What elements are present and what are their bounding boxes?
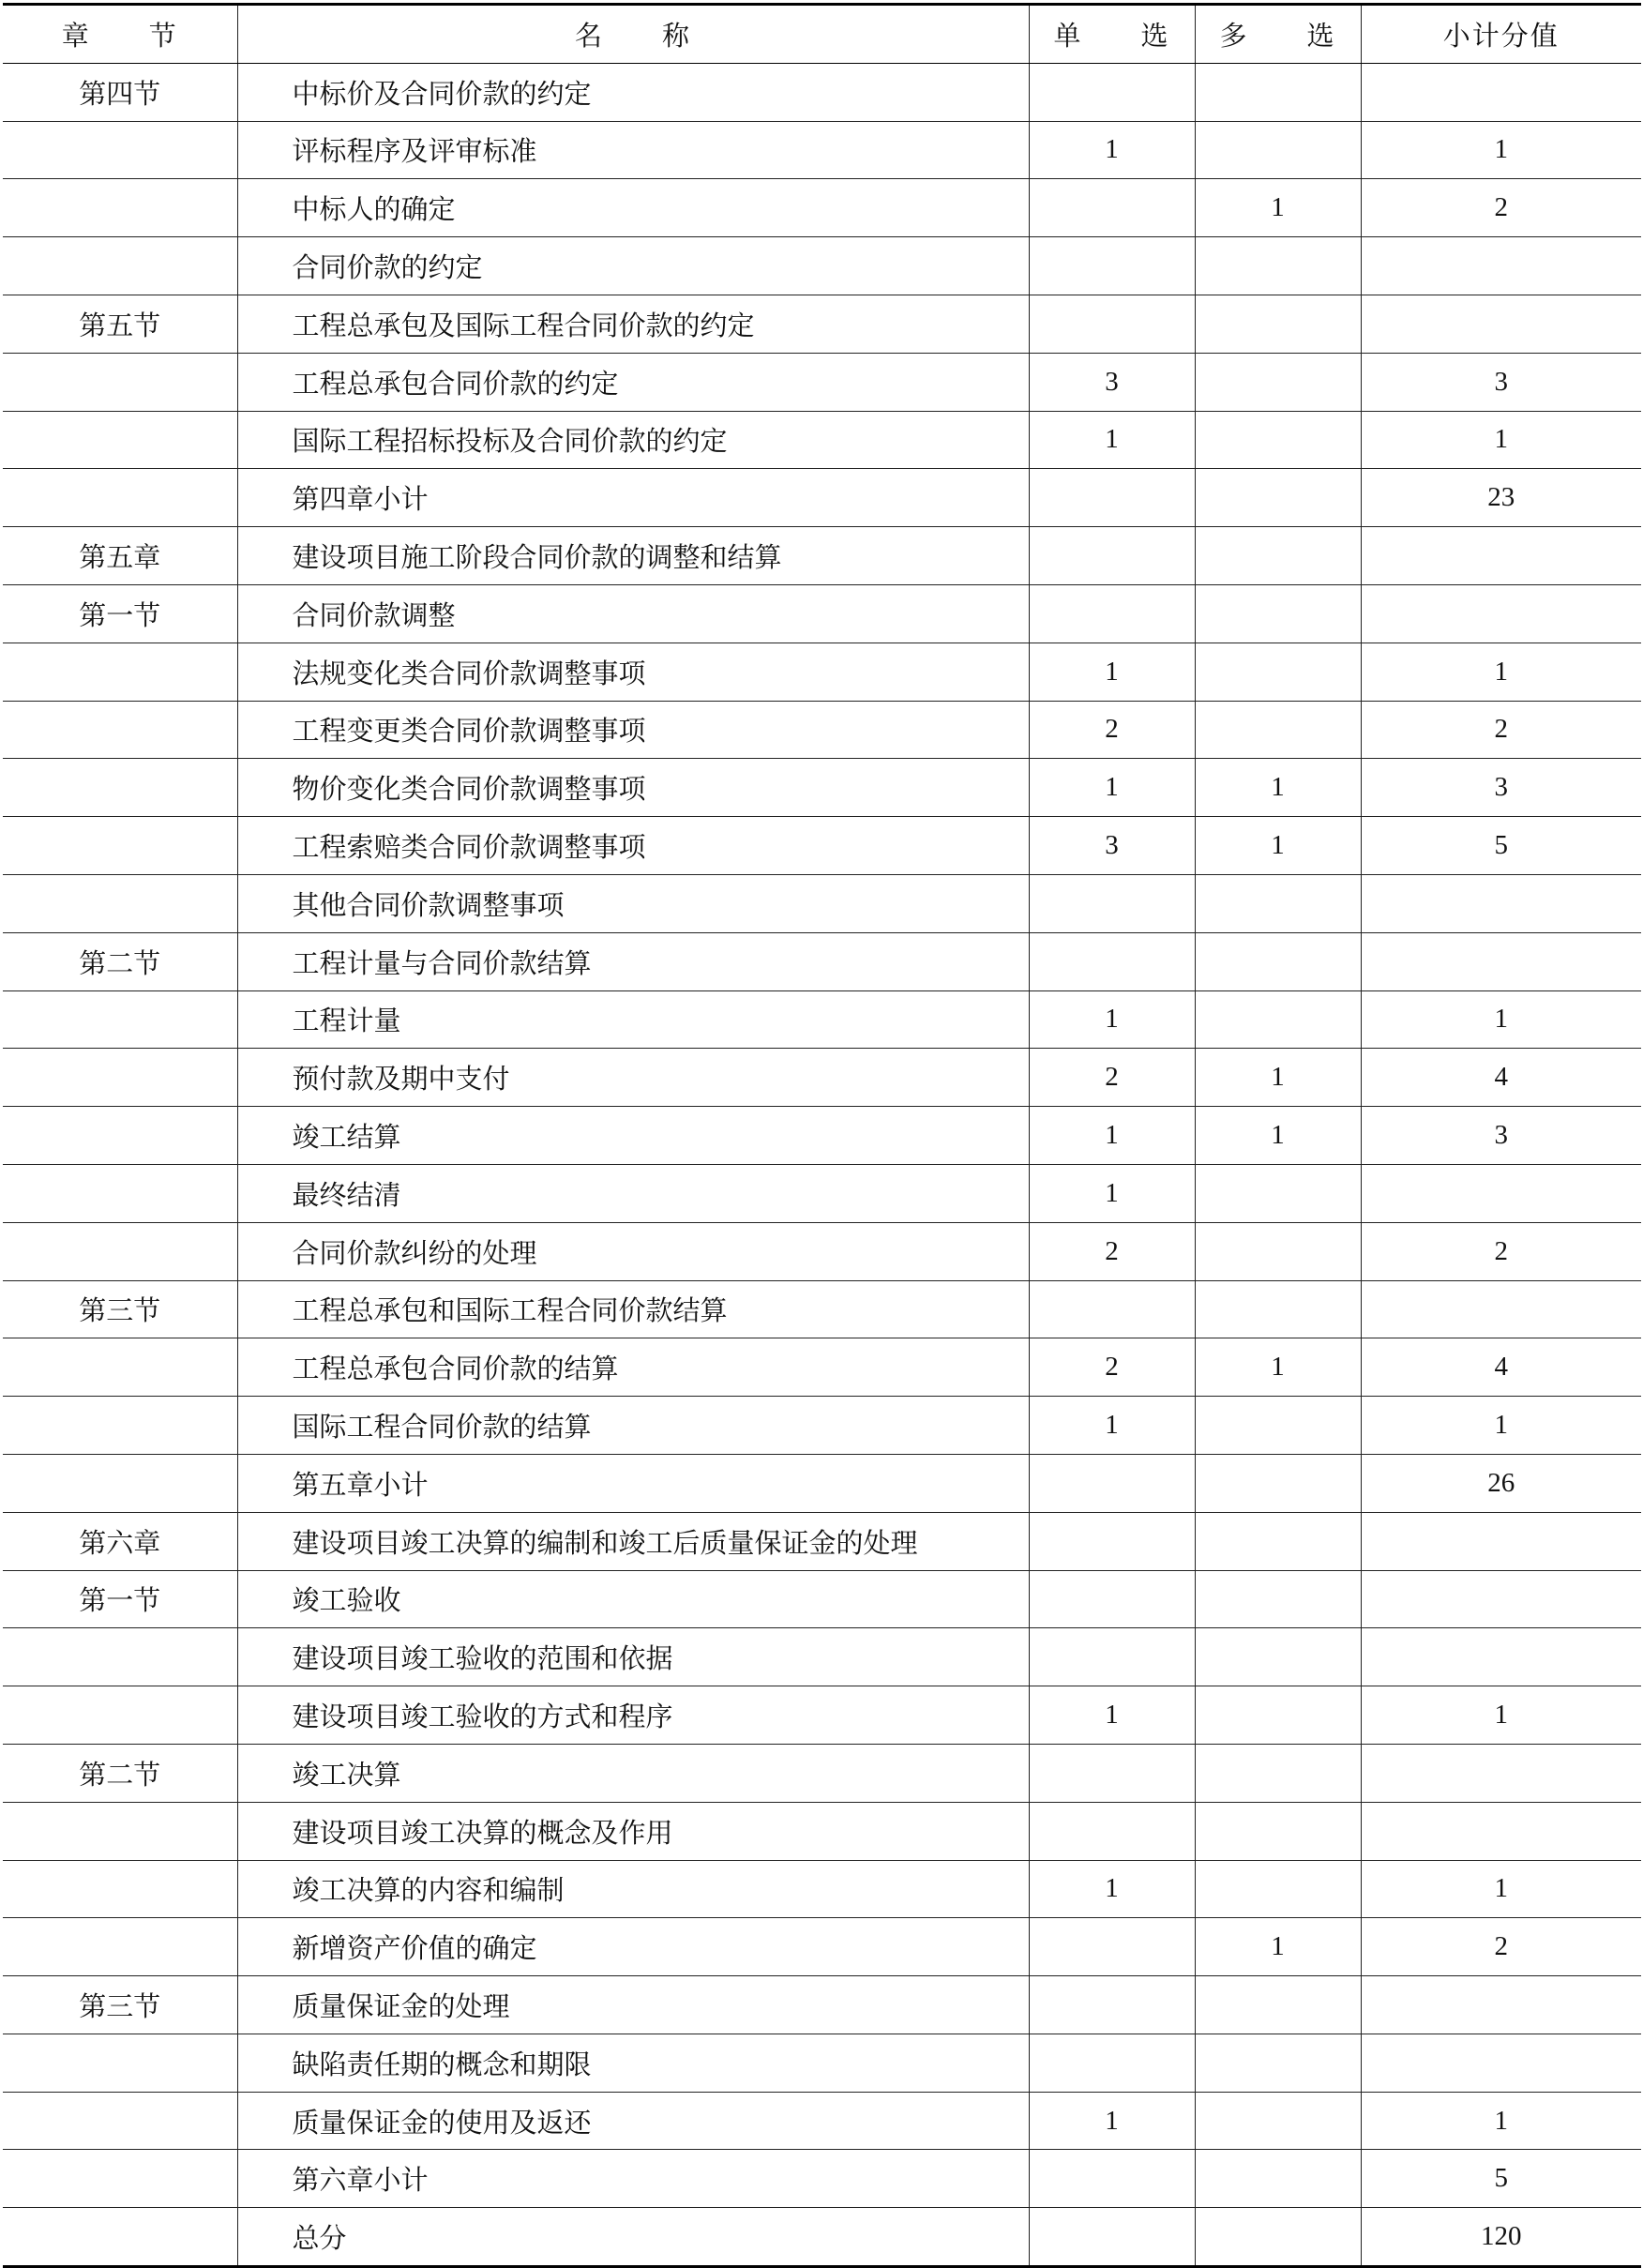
chapter-cell: 第六章 xyxy=(3,1512,237,1570)
item-name-cell: 竣工决算的内容和编制 xyxy=(237,1860,1029,1918)
multi-choice-cell xyxy=(1195,2092,1361,2150)
subtotal-cell xyxy=(1361,932,1641,990)
single-choice-cell xyxy=(1029,2208,1195,2267)
chapter-cell xyxy=(3,1686,237,1745)
multi-choice-cell xyxy=(1195,874,1361,932)
item-name-cell: 第五章小计 xyxy=(237,1454,1029,1512)
multi-choice-cell: 1 xyxy=(1195,817,1361,875)
subtotal-cell: 2 xyxy=(1361,701,1641,759)
multi-choice-cell xyxy=(1195,237,1361,295)
subtotal-cell: 26 xyxy=(1361,1454,1641,1512)
subtotal-cell: 3 xyxy=(1361,1107,1641,1165)
item-name-cell: 建设项目竣工验收的方式和程序 xyxy=(237,1686,1029,1745)
score-distribution-table xyxy=(3,3,1641,2268)
chapter-cell xyxy=(3,2208,237,2267)
single-choice-cell: 1 xyxy=(1029,411,1195,469)
multi-choice-cell xyxy=(1195,527,1361,585)
subtotal-cell xyxy=(1361,1744,1641,1802)
multi-choice-cell xyxy=(1195,1570,1361,1628)
table-header xyxy=(3,5,1641,64)
chapter-cell: 第三节 xyxy=(3,1280,237,1338)
item-name-cell: 总分 xyxy=(237,2208,1029,2267)
table-row xyxy=(3,643,1641,701)
table-row xyxy=(3,584,1641,643)
header-name: 名 称 xyxy=(237,5,1029,64)
table-row xyxy=(3,1976,1641,2034)
single-choice-cell: 1 xyxy=(1029,121,1195,179)
multi-choice-cell xyxy=(1195,2208,1361,2267)
item-name-cell: 中标人的确定 xyxy=(237,179,1029,237)
chapter-cell: 第四节 xyxy=(3,63,237,121)
chapter-cell xyxy=(3,1049,237,1107)
subtotal-cell: 1 xyxy=(1361,1860,1641,1918)
table-row xyxy=(3,63,1641,121)
chapter-cell xyxy=(3,1918,237,1976)
item-name-cell: 中标价及合同价款的约定 xyxy=(237,63,1029,121)
chapter-cell xyxy=(3,1397,237,1455)
subtotal-cell xyxy=(1361,584,1641,643)
subtotal-cell: 1 xyxy=(1361,2092,1641,2150)
item-name-cell: 缺陷责任期的概念和期限 xyxy=(237,2034,1029,2092)
multi-choice-cell xyxy=(1195,1454,1361,1512)
subtotal-cell: 5 xyxy=(1361,817,1641,875)
single-choice-cell xyxy=(1029,63,1195,121)
item-name-cell: 合同价款调整 xyxy=(237,584,1029,643)
single-choice-cell xyxy=(1029,1744,1195,1802)
subtotal-cell: 5 xyxy=(1361,2150,1641,2208)
chapter-cell xyxy=(3,1164,237,1222)
subtotal-cell xyxy=(1361,874,1641,932)
single-choice-cell xyxy=(1029,527,1195,585)
subtotal-cell: 23 xyxy=(1361,469,1641,527)
table-row xyxy=(3,874,1641,932)
single-choice-cell xyxy=(1029,1802,1195,1860)
item-name-cell: 国际工程招标投标及合同价款的约定 xyxy=(237,411,1029,469)
subtotal-cell xyxy=(1361,527,1641,585)
single-choice-cell xyxy=(1029,179,1195,237)
chapter-cell xyxy=(3,237,237,295)
item-name-cell: 法规变化类合同价款调整事项 xyxy=(237,643,1029,701)
chapter-cell: 第一节 xyxy=(3,584,237,643)
multi-choice-cell xyxy=(1195,353,1361,411)
subtotal-cell: 1 xyxy=(1361,411,1641,469)
multi-choice-cell xyxy=(1195,1164,1361,1222)
subtotal-cell xyxy=(1361,1628,1641,1686)
chapter-cell xyxy=(3,1454,237,1512)
multi-choice-cell xyxy=(1195,701,1361,759)
item-name-cell: 工程总承包合同价款的结算 xyxy=(237,1338,1029,1397)
single-choice-cell: 2 xyxy=(1029,701,1195,759)
table-row xyxy=(3,1918,1641,1976)
item-name-cell: 合同价款的约定 xyxy=(237,237,1029,295)
single-choice-cell xyxy=(1029,1570,1195,1628)
multi-choice-cell xyxy=(1195,1744,1361,1802)
multi-choice-cell: 1 xyxy=(1195,1107,1361,1165)
single-choice-cell xyxy=(1029,1454,1195,1512)
table-row xyxy=(3,527,1641,585)
table-row xyxy=(3,1107,1641,1165)
table-row xyxy=(3,295,1641,353)
multi-choice-cell xyxy=(1195,1860,1361,1918)
multi-choice-cell xyxy=(1195,411,1361,469)
multi-choice-cell: 1 xyxy=(1195,179,1361,237)
item-name-cell: 第四章小计 xyxy=(237,469,1029,527)
chapter-cell xyxy=(3,701,237,759)
item-name-cell: 质量保证金的处理 xyxy=(237,1976,1029,2034)
single-choice-cell xyxy=(1029,874,1195,932)
table-row xyxy=(3,179,1641,237)
single-choice-cell xyxy=(1029,2034,1195,2092)
chapter-cell xyxy=(3,1107,237,1165)
single-choice-cell: 2 xyxy=(1029,1049,1195,1107)
multi-choice-cell: 1 xyxy=(1195,759,1361,817)
item-name-cell: 竣工结算 xyxy=(237,1107,1029,1165)
table-row xyxy=(3,1802,1641,1860)
chapter-cell xyxy=(3,179,237,237)
subtotal-cell: 1 xyxy=(1361,1397,1641,1455)
multi-choice-cell xyxy=(1195,1222,1361,1280)
subtotal-cell xyxy=(1361,1280,1641,1338)
single-choice-cell: 1 xyxy=(1029,1164,1195,1222)
subtotal-cell: 1 xyxy=(1361,1686,1641,1745)
subtotal-cell xyxy=(1361,2034,1641,2092)
subtotal-cell xyxy=(1361,1976,1641,2034)
chapter-cell xyxy=(3,990,237,1049)
single-choice-cell: 1 xyxy=(1029,1397,1195,1455)
item-name-cell: 工程总承包和国际工程合同价款结算 xyxy=(237,1280,1029,1338)
single-choice-cell xyxy=(1029,1976,1195,2034)
subtotal-cell: 3 xyxy=(1361,759,1641,817)
subtotal-cell: 1 xyxy=(1361,643,1641,701)
chapter-cell xyxy=(3,353,237,411)
subtotal-cell xyxy=(1361,1512,1641,1570)
multi-choice-cell xyxy=(1195,932,1361,990)
chapter-cell xyxy=(3,874,237,932)
multi-choice-cell xyxy=(1195,469,1361,527)
chapter-cell xyxy=(3,1628,237,1686)
single-choice-cell xyxy=(1029,584,1195,643)
item-name-cell: 合同价款纠纷的处理 xyxy=(237,1222,1029,1280)
single-choice-cell: 1 xyxy=(1029,759,1195,817)
single-choice-cell: 3 xyxy=(1029,817,1195,875)
single-choice-cell: 2 xyxy=(1029,1222,1195,1280)
multi-choice-cell xyxy=(1195,643,1361,701)
table-row xyxy=(3,353,1641,411)
table-row xyxy=(3,121,1641,179)
table-row xyxy=(3,759,1641,817)
header-multi-choice: 多 选 xyxy=(1195,5,1361,64)
table-row xyxy=(3,1280,1641,1338)
multi-choice-cell: 1 xyxy=(1195,1338,1361,1397)
chapter-cell xyxy=(3,759,237,817)
table-row xyxy=(3,817,1641,875)
chapter-cell xyxy=(3,2092,237,2150)
chapter-cell xyxy=(3,817,237,875)
item-name-cell: 建设项目竣工决算的编制和竣工后质量保证金的处理 xyxy=(237,1512,1029,1570)
table-row xyxy=(3,1860,1641,1918)
chapter-cell xyxy=(3,411,237,469)
table-row xyxy=(3,2208,1641,2267)
subtotal-cell xyxy=(1361,1802,1641,1860)
multi-choice-cell xyxy=(1195,1802,1361,1860)
single-choice-cell: 1 xyxy=(1029,990,1195,1049)
subtotal-cell: 1 xyxy=(1361,121,1641,179)
single-choice-cell: 1 xyxy=(1029,643,1195,701)
item-name-cell: 竣工验收 xyxy=(237,1570,1029,1628)
subtotal-cell: 3 xyxy=(1361,353,1641,411)
item-name-cell: 工程变更类合同价款调整事项 xyxy=(237,701,1029,759)
table-row xyxy=(3,1744,1641,1802)
item-name-cell: 工程计量 xyxy=(237,990,1029,1049)
chapter-cell xyxy=(3,1222,237,1280)
chapter-cell xyxy=(3,643,237,701)
chapter-cell xyxy=(3,1860,237,1918)
single-choice-cell: 3 xyxy=(1029,353,1195,411)
header-single-choice: 单 选 xyxy=(1029,5,1195,64)
multi-choice-cell xyxy=(1195,584,1361,643)
item-name-cell: 工程总承包及国际工程合同价款的约定 xyxy=(237,295,1029,353)
single-choice-cell xyxy=(1029,237,1195,295)
single-choice-cell xyxy=(1029,2150,1195,2208)
subtotal-cell xyxy=(1361,1164,1641,1222)
item-name-cell: 新增资产价值的确定 xyxy=(237,1918,1029,1976)
single-choice-cell xyxy=(1029,932,1195,990)
item-name-cell: 工程索赔类合同价款调整事项 xyxy=(237,817,1029,875)
subtotal-cell xyxy=(1361,295,1641,353)
table-body xyxy=(3,63,1641,2266)
table-row xyxy=(3,2034,1641,2092)
multi-choice-cell xyxy=(1195,1976,1361,2034)
multi-choice-cell xyxy=(1195,1397,1361,1455)
subtotal-cell: 2 xyxy=(1361,179,1641,237)
multi-choice-cell xyxy=(1195,1280,1361,1338)
chapter-cell: 第五章 xyxy=(3,527,237,585)
multi-choice-cell xyxy=(1195,1628,1361,1686)
multi-choice-cell xyxy=(1195,1512,1361,1570)
multi-choice-cell xyxy=(1195,121,1361,179)
chapter-cell: 第二节 xyxy=(3,1744,237,1802)
item-name-cell: 建设项目竣工验收的范围和依据 xyxy=(237,1628,1029,1686)
item-name-cell: 物价变化类合同价款调整事项 xyxy=(237,759,1029,817)
item-name-cell: 国际工程合同价款的结算 xyxy=(237,1397,1029,1455)
subtotal-cell: 2 xyxy=(1361,1918,1641,1976)
item-name-cell: 其他合同价款调整事项 xyxy=(237,874,1029,932)
multi-choice-cell xyxy=(1195,990,1361,1049)
single-choice-cell: 1 xyxy=(1029,1107,1195,1165)
table-row xyxy=(3,1338,1641,1397)
single-choice-cell xyxy=(1029,469,1195,527)
chapter-cell: 第三节 xyxy=(3,1976,237,2034)
table-row xyxy=(3,1454,1641,1512)
item-name-cell: 第六章小计 xyxy=(237,2150,1029,2208)
item-name-cell: 建设项目施工阶段合同价款的调整和结算 xyxy=(237,527,1029,585)
table-row xyxy=(3,1686,1641,1745)
header-chapter: 章 节 xyxy=(3,5,237,64)
table-row xyxy=(3,1164,1641,1222)
table-row xyxy=(3,469,1641,527)
item-name-cell: 工程计量与合同价款结算 xyxy=(237,932,1029,990)
multi-choice-cell xyxy=(1195,1686,1361,1745)
subtotal-cell xyxy=(1361,63,1641,121)
multi-choice-cell xyxy=(1195,295,1361,353)
multi-choice-cell xyxy=(1195,63,1361,121)
single-choice-cell: 1 xyxy=(1029,1860,1195,1918)
subtotal-cell: 1 xyxy=(1361,990,1641,1049)
subtotal-cell xyxy=(1361,1570,1641,1628)
table-row xyxy=(3,701,1641,759)
chapter-cell xyxy=(3,2034,237,2092)
item-name-cell: 质量保证金的使用及返还 xyxy=(237,2092,1029,2150)
multi-choice-cell xyxy=(1195,2150,1361,2208)
single-choice-cell: 2 xyxy=(1029,1338,1195,1397)
chapter-cell xyxy=(3,121,237,179)
item-name-cell: 评标程序及评审标准 xyxy=(237,121,1029,179)
item-name-cell: 最终结清 xyxy=(237,1164,1029,1222)
single-choice-cell: 1 xyxy=(1029,2092,1195,2150)
multi-choice-cell: 1 xyxy=(1195,1918,1361,1976)
single-choice-cell xyxy=(1029,1512,1195,1570)
item-name-cell: 建设项目竣工决算的概念及作用 xyxy=(237,1802,1029,1860)
header-row xyxy=(3,5,1641,64)
chapter-cell xyxy=(3,2150,237,2208)
table-row xyxy=(3,2150,1641,2208)
table-row xyxy=(3,411,1641,469)
table-row xyxy=(3,237,1641,295)
table-row xyxy=(3,990,1641,1049)
multi-choice-cell xyxy=(1195,2034,1361,2092)
item-name-cell: 工程总承包合同价款的约定 xyxy=(237,353,1029,411)
subtotal-cell: 4 xyxy=(1361,1338,1641,1397)
single-choice-cell xyxy=(1029,295,1195,353)
single-choice-cell: 1 xyxy=(1029,1686,1195,1745)
table-row xyxy=(3,1222,1641,1280)
table-row xyxy=(3,932,1641,990)
table-row xyxy=(3,2092,1641,2150)
chapter-cell: 第一节 xyxy=(3,1570,237,1628)
single-choice-cell xyxy=(1029,1280,1195,1338)
single-choice-cell xyxy=(1029,1628,1195,1686)
table-row xyxy=(3,1512,1641,1570)
header-subtotal: 小计分值 xyxy=(1361,5,1641,64)
subtotal-cell: 2 xyxy=(1361,1222,1641,1280)
table-row xyxy=(3,1570,1641,1628)
chapter-cell: 第二节 xyxy=(3,932,237,990)
table-row xyxy=(3,1628,1641,1686)
subtotal-cell: 4 xyxy=(1361,1049,1641,1107)
table-row xyxy=(3,1397,1641,1455)
multi-choice-cell: 1 xyxy=(1195,1049,1361,1107)
chapter-cell xyxy=(3,1338,237,1397)
item-name-cell: 预付款及期中支付 xyxy=(237,1049,1029,1107)
single-choice-cell xyxy=(1029,1918,1195,1976)
item-name-cell: 竣工决算 xyxy=(237,1744,1029,1802)
subtotal-cell: 120 xyxy=(1361,2208,1641,2267)
chapter-cell: 第五节 xyxy=(3,295,237,353)
chapter-cell xyxy=(3,469,237,527)
chapter-cell xyxy=(3,1802,237,1860)
subtotal-cell xyxy=(1361,237,1641,295)
table-row xyxy=(3,1049,1641,1107)
